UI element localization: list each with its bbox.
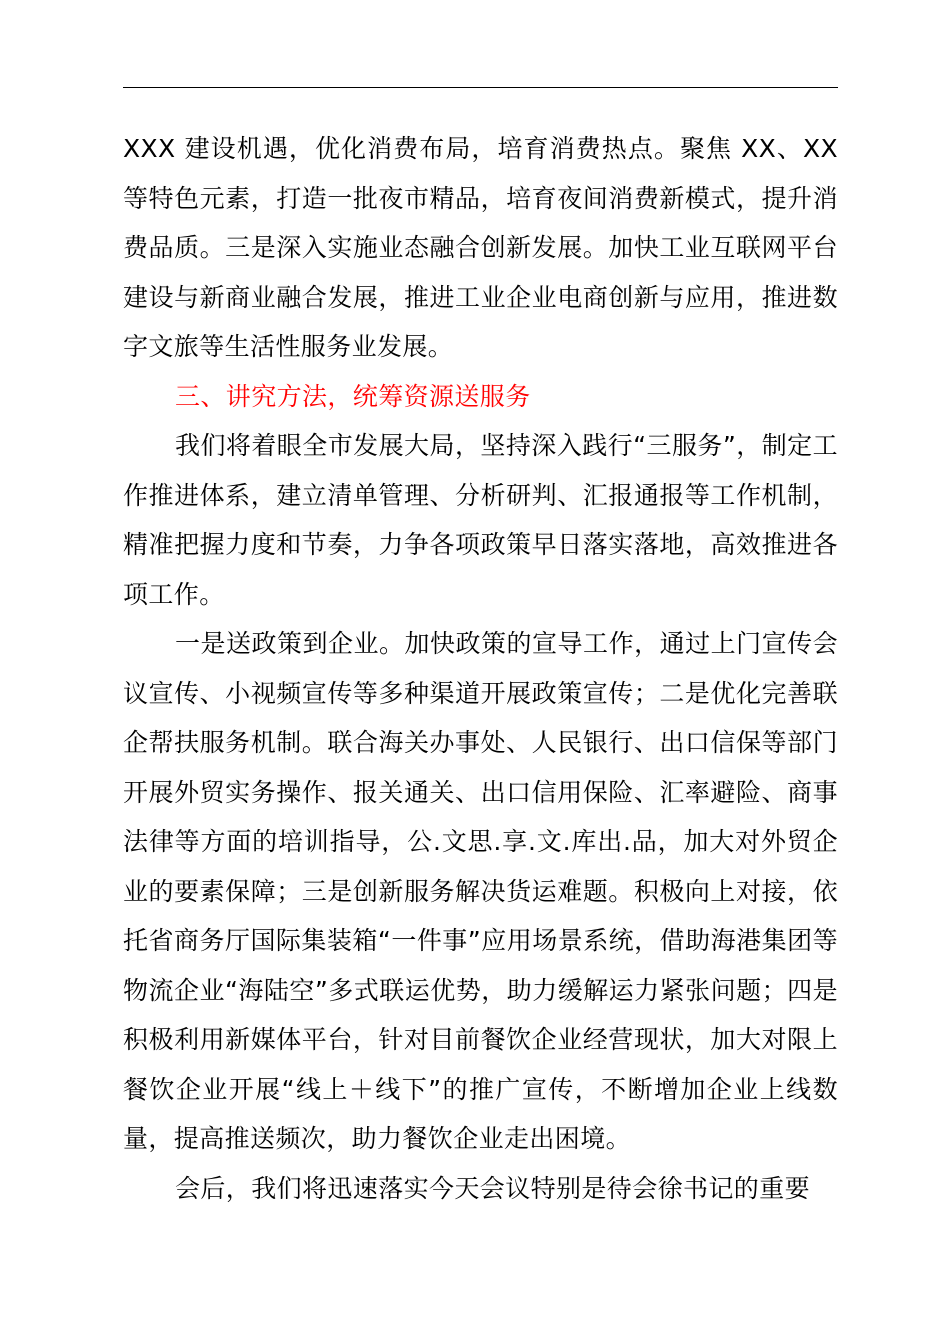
paragraph-intro: 我们将着眼全市发展大局，坚持深入践行“三服务”，制定工作推进体系，建立清单管理、分析研判、汇报通报等工作机制，精准把握力度和节奏，力争各项政策早日落实落地，高效推进各项工作。 (123, 431, 838, 609)
header-rule (123, 87, 838, 88)
paragraph-closing: 会后，我们将迅速落实今天会议特别是待会徐书记的重要 (175, 1173, 811, 1203)
document-body (123, 124, 838, 1213)
section-heading: 三、讲究方法，统筹资源送服务 (175, 381, 531, 411)
paragraph-measures: 一是送政策到企业。加快政策的宣导工作，通过上门宣传会议宣传、小视频宣传等多种渠道开展政策宣传；二是优化完善联企帮扶服务机制。联合海关办事处、人民银行、出口信保等部门开展外贸实务操作、报关通关、出口信用保险、汇率避险、商事法律等方面的培训指导，公.文思.享.文.库出.品，加大对外贸企业的要素保障；三是创新服务解决货运难题。积极向上对接，依托省商务厅国际集装箱“一件事”应用场景系统，借助海港集团等物流企业“海陆空”多式联运优势，助力缓解运力紧张问题；四是积极利用新媒体平台，针对目前餐饮企业经营现状，加大对限上餐饮企业开展“线上＋线下”的推广宣传，不断增加企业上线数量，提高推送频次，助力餐饮企业走出困境。 (123, 629, 838, 1153)
paragraph-continuation: XXX 建设机遇，优化消费布局，培育消费热点。聚焦 XX、XX 等特色元素，打造一批夜市精品，培育夜间消费新模式，提升消费品质。三是深入实施业态融合创新发展。加快工业互联网平台建设与新商业融合发展，推进工业企业电商创新与应用，推进数字文旅等生活性服务业发展。 (123, 134, 838, 361)
